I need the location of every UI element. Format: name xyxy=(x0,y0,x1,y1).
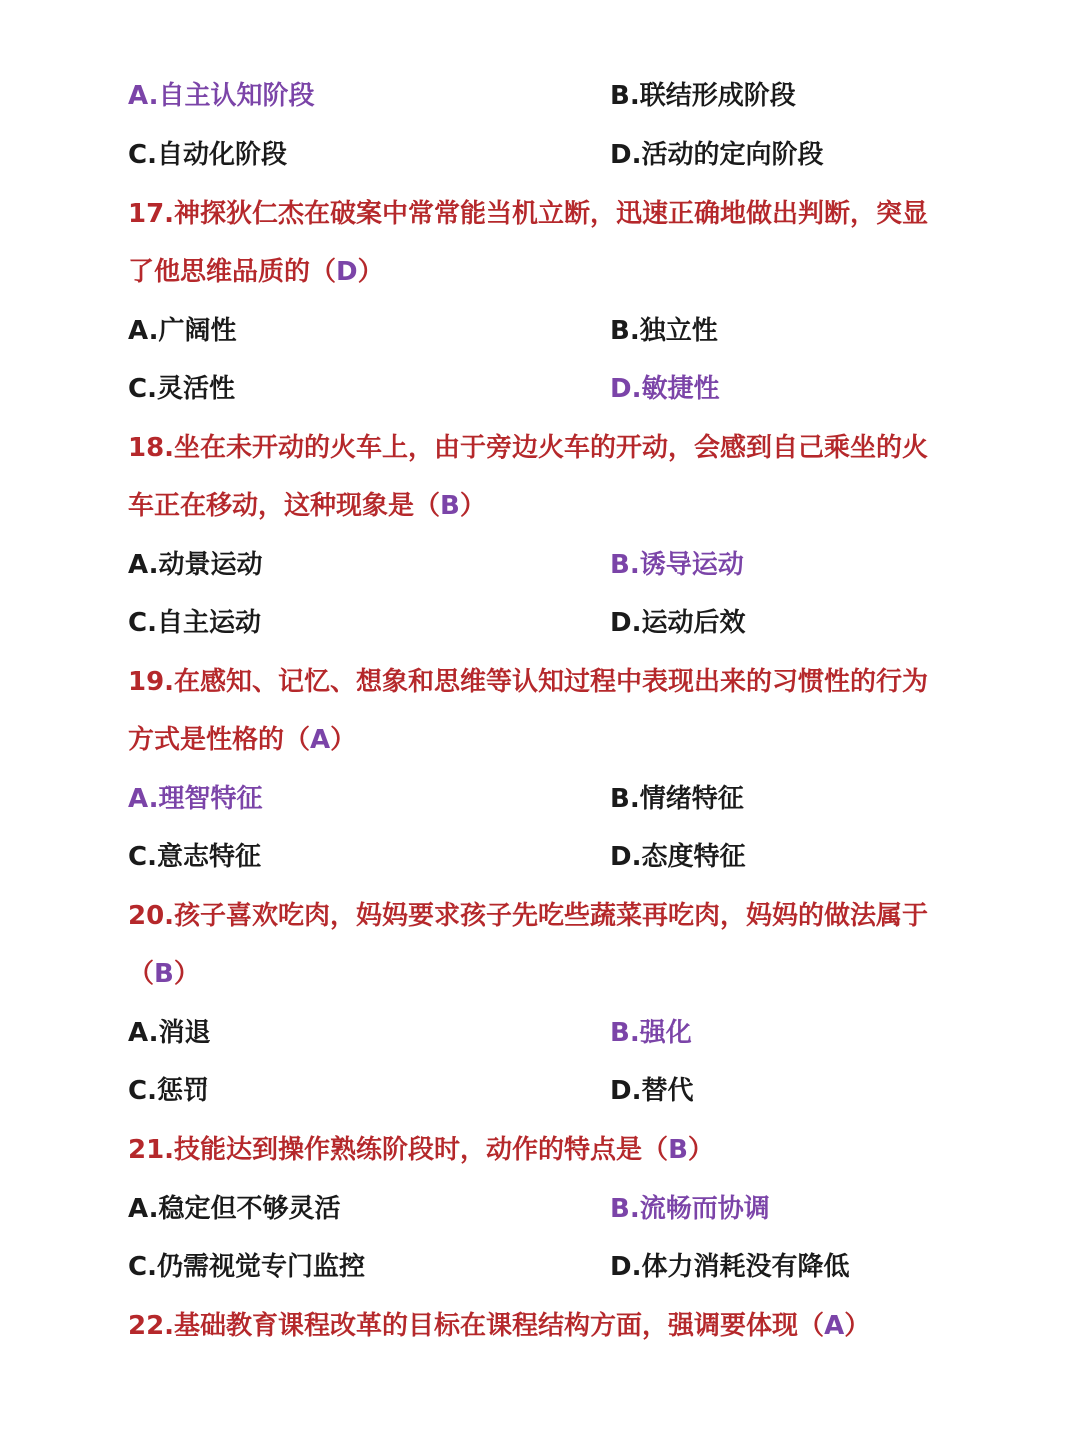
q21-option-c: C.仍需视觉专门监控 xyxy=(128,1252,365,1282)
q17-answer: D xyxy=(336,257,358,287)
q17-close-paren: ） xyxy=(357,257,384,287)
q21-option-d: D.体力消耗没有降低 xyxy=(610,1252,850,1282)
q16-option-b: B.联结形成阶段 xyxy=(610,81,796,111)
q20-stem-line1: 20.孩子喜欢吃肉，妈妈要求孩子先吃些蔬菜再吃肉，妈妈的做法属于 xyxy=(128,901,929,931)
q18-stem-text: 车正在移动，这种现象是（ xyxy=(128,491,441,521)
q16-option-a: A.自主认知阶段 xyxy=(128,81,315,111)
q19-stem-line2 xyxy=(128,720,356,760)
q18-option-b: B.诱导运动 xyxy=(610,550,744,580)
q21-answer: B xyxy=(668,1135,688,1165)
q17-option-c: C.灵活性 xyxy=(128,374,235,404)
q20-option-a: A.消退 xyxy=(128,1018,211,1048)
q17-option-b: B.独立性 xyxy=(610,316,718,346)
q21-close-paren: ） xyxy=(687,1135,714,1165)
q19-option-a: A.理智特征 xyxy=(128,784,263,814)
q19-stem-text: 方式是性格的（ xyxy=(128,725,311,755)
q18-option-c: C.自主运动 xyxy=(128,608,261,638)
q19-option-b: B.情绪特征 xyxy=(610,784,744,814)
q20-close-paren: ） xyxy=(173,959,200,989)
q20-option-c: C.惩罚 xyxy=(128,1076,209,1106)
q17-option-d: D.敏捷性 xyxy=(610,374,720,404)
q22-answer: A xyxy=(824,1311,845,1341)
q19-option-c: C.意志特征 xyxy=(128,842,261,872)
q20-stem-line2 xyxy=(128,954,200,994)
q19-stem-line1: 19.在感知、记忆、想象和思维等认知过程中表现出来的习惯性的行为 xyxy=(128,667,929,697)
q21-option-b: B.流畅而协调 xyxy=(610,1194,770,1224)
q19-answer: A xyxy=(310,725,331,755)
q16-option-d: D.活动的定向阶段 xyxy=(610,140,824,170)
q17-stem-text: 了他思维品质的（ xyxy=(128,257,337,287)
q21-stem-line1 xyxy=(128,1130,714,1170)
q22-stem-line1 xyxy=(128,1306,870,1346)
q19-close-paren: ） xyxy=(330,725,357,755)
q18-close-paren: ） xyxy=(459,491,486,521)
q18-stem-line1: 18.坐在未开动的火车上，由于旁边火车的开动，会感到自己乘坐的火 xyxy=(128,433,929,463)
q18-stem-line2 xyxy=(128,486,486,526)
q16-option-c: C.自动化阶段 xyxy=(128,140,287,170)
q21-option-a: A.稳定但不够灵活 xyxy=(128,1194,341,1224)
q18-option-d: D.运动后效 xyxy=(610,608,746,638)
q18-option-a: A.动景运动 xyxy=(128,550,263,580)
q18-answer: B xyxy=(440,491,460,521)
q20-option-b: B.强化 xyxy=(610,1018,692,1048)
q17-stem-line2 xyxy=(128,252,384,292)
q17-option-a: A.广阔性 xyxy=(128,316,237,346)
q20-option-d: D.替代 xyxy=(610,1076,694,1106)
q19-option-d: D.态度特征 xyxy=(610,842,746,872)
q20-stem-text: （ xyxy=(128,959,155,989)
q22-close-paren: ） xyxy=(844,1311,871,1341)
q21-stem-text: 21.技能达到操作熟练阶段时，动作的特点是（ xyxy=(128,1135,669,1165)
q22-stem-text: 22.基础教育课程改革的目标在课程结构方面，强调要体现（ xyxy=(128,1311,825,1341)
q17-stem-line1: 17.神探狄仁杰在破案中常常能当机立断，迅速正确地做出判断，突显 xyxy=(128,199,929,229)
q20-answer: B xyxy=(154,959,174,989)
